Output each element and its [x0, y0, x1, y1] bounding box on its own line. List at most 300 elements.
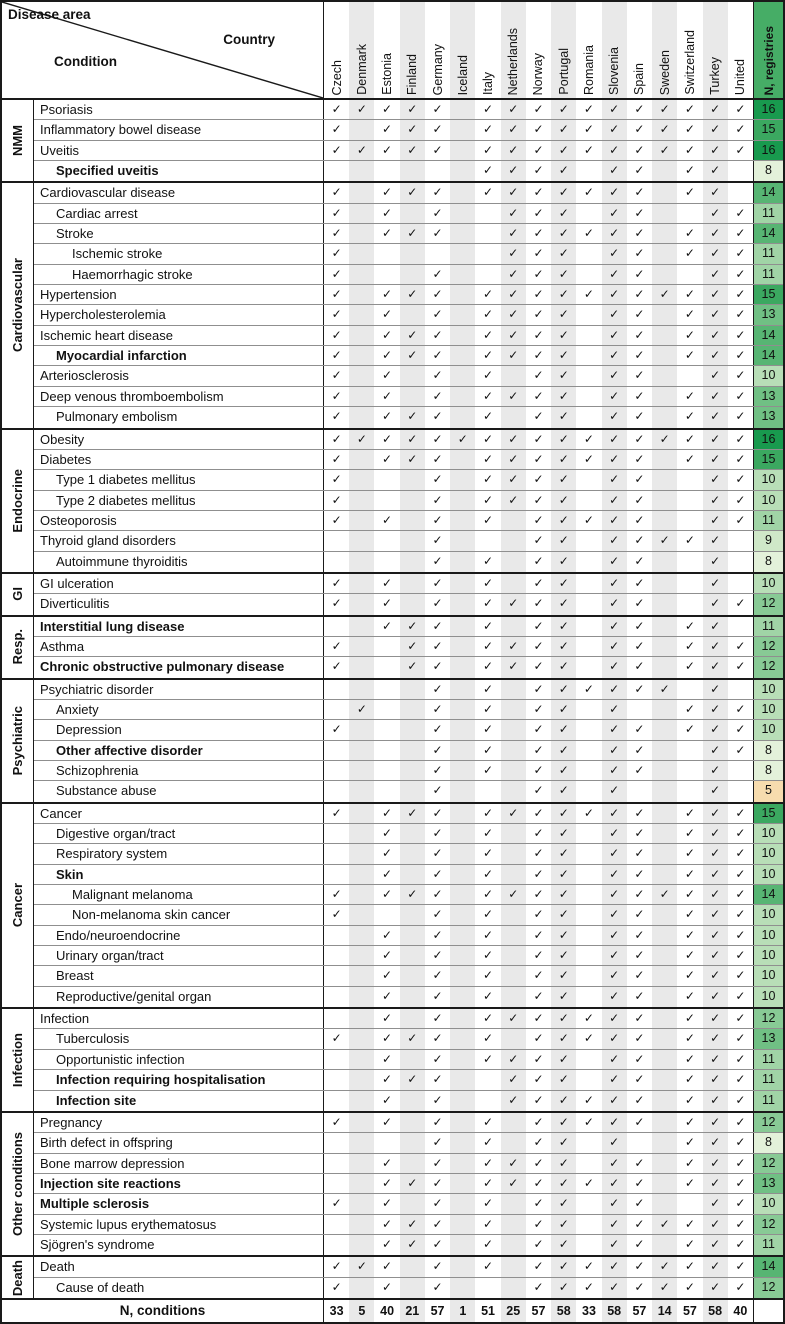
country-header	[627, 2, 652, 98]
check-cell	[501, 1029, 526, 1048]
check-cell: ✓	[634, 1175, 645, 1190]
check-cell: ✓	[482, 451, 494, 466]
check-cell: ✓	[684, 307, 695, 322]
check-cell: ✓	[602, 470, 627, 489]
check-cell: ✓	[703, 844, 728, 863]
check-cell	[400, 161, 425, 181]
check-cell: ✓	[551, 346, 576, 365]
n-registries-cell: 15	[753, 285, 783, 304]
check-cell	[475, 224, 500, 243]
check-cell: ✓	[684, 533, 695, 548]
check-cell	[652, 224, 677, 243]
check-cell: ✓	[331, 907, 342, 922]
check-cell: ✓	[703, 1215, 728, 1234]
condition-label: Pulmonary embolism	[34, 407, 324, 427]
check-cell: ✓	[634, 409, 645, 424]
check-cell: ✓	[602, 946, 627, 965]
check-cell	[324, 781, 349, 801]
check-cell	[501, 720, 526, 739]
check-cell	[501, 844, 526, 863]
check-cell: ✓	[501, 326, 526, 345]
check-cell: ✓	[533, 826, 544, 841]
check-cell	[349, 741, 374, 760]
check-cell: ✓	[703, 741, 728, 760]
check-cell: ✓	[684, 431, 695, 446]
n-registries-cell: 10	[753, 680, 783, 699]
check-cell: ✓	[501, 594, 526, 614]
check-cell: ✓	[400, 617, 425, 636]
check-cell: ✓	[652, 120, 677, 139]
check-cell: ✓	[735, 846, 746, 861]
check-cell: ✓	[684, 1114, 695, 1129]
check-cell: ✓	[331, 327, 342, 342]
check-cell: ✓	[482, 927, 494, 942]
check-cell: ✓	[703, 531, 728, 550]
table-row	[34, 987, 783, 1007]
check-cell	[324, 1133, 349, 1152]
condition-label: Endo/neuroendocrine	[34, 926, 324, 945]
condition-label: Other affective disorder	[34, 741, 324, 760]
check-cell: ✓	[602, 1091, 627, 1111]
n-conditions-total: 33	[582, 1303, 596, 1318]
check-cell	[576, 1194, 601, 1213]
n-registries-cell: 8	[753, 1133, 783, 1152]
check-cell: ✓	[482, 638, 494, 653]
check-cell	[324, 1235, 349, 1255]
check-cell: ✓	[634, 205, 645, 220]
check-cell	[374, 531, 399, 550]
n-registries-cell: 12	[753, 657, 783, 677]
check-cell: ✓	[501, 450, 526, 469]
check-cell	[349, 1133, 374, 1152]
check-cell	[475, 265, 500, 284]
check-cell: ✓	[634, 388, 645, 403]
check-cell	[349, 617, 374, 636]
check-cell: ✓	[684, 287, 695, 302]
n-registries-cell: 12	[753, 1009, 783, 1028]
check-cell: ✓	[533, 701, 544, 716]
check-cell: ✓	[634, 142, 645, 157]
check-cell: ✓	[432, 553, 443, 568]
check-cell: ✓	[382, 1279, 393, 1294]
check-cell: ✓	[432, 742, 443, 757]
check-cell: ✓	[735, 512, 746, 527]
n-registries-cell: 13	[753, 305, 783, 324]
country-header	[349, 2, 374, 98]
check-cell	[349, 531, 374, 550]
check-cell	[652, 470, 677, 489]
check-cell: ✓	[583, 681, 594, 696]
check-cell: ✓	[400, 1215, 425, 1234]
check-cell	[425, 244, 450, 263]
country-header	[677, 2, 702, 98]
table-row	[34, 470, 783, 490]
check-cell: ✓	[583, 287, 594, 302]
n-registries-cell: 10	[753, 470, 783, 489]
check-cell: ✓	[551, 865, 576, 884]
table-row	[34, 885, 783, 905]
check-cell	[349, 1174, 374, 1193]
check-cell: ✓	[382, 846, 393, 861]
disease-area-cell	[2, 574, 34, 615]
check-cell: ✓	[602, 966, 627, 985]
check-cell: ✓	[551, 224, 576, 243]
check-cell	[501, 552, 526, 572]
check-cell	[324, 946, 349, 965]
check-cell	[652, 844, 677, 863]
n-registries-cell: 11	[753, 204, 783, 223]
check-cell: ✓	[533, 1236, 544, 1251]
n-registries-cell: 11	[753, 244, 783, 263]
check-cell: ✓	[551, 1029, 576, 1048]
check-cell: ✓	[684, 1236, 695, 1251]
check-cell: ✓	[583, 1279, 594, 1294]
check-cell: ✓	[432, 142, 443, 157]
check-cell: ✓	[382, 1031, 393, 1046]
check-cell: ✓	[533, 512, 544, 527]
check-cell: ✓	[602, 346, 627, 365]
table-row	[34, 346, 783, 366]
check-cell: ✓	[551, 824, 576, 843]
check-cell: ✓	[602, 804, 627, 823]
check-cell: ✓	[432, 681, 443, 696]
check-cell	[501, 905, 526, 924]
check-cell: ✓	[602, 366, 627, 385]
n-registries-cell: 10	[753, 905, 783, 924]
check-cell: ✓	[583, 805, 594, 820]
check-cell	[652, 905, 677, 924]
check-cell: ✓	[602, 1257, 627, 1276]
check-cell: ✓	[602, 1070, 627, 1089]
condition-label: Type 2 diabetes mellitus	[34, 491, 324, 510]
check-cell	[324, 865, 349, 884]
country-header	[703, 2, 728, 98]
n-conditions-total: 57	[531, 1303, 546, 1318]
check-cell: ✓	[602, 552, 627, 572]
n-conditions-total: 58	[551, 1300, 576, 1322]
condition-label: Chronic obstructive pulmonary disease	[34, 657, 324, 677]
check-cell	[374, 761, 399, 780]
check-cell: ✓	[551, 844, 576, 863]
check-cell	[324, 680, 349, 699]
check-cell: ✓	[382, 866, 393, 881]
check-cell: ✓	[533, 948, 544, 963]
check-cell: ✓	[482, 805, 494, 820]
condition-label: Opportunistic infection	[34, 1050, 324, 1069]
check-cell: ✓	[432, 512, 443, 527]
check-cell: ✓	[501, 183, 526, 202]
check-cell: ✓	[482, 472, 494, 487]
n-registries-cell: 14	[753, 183, 783, 202]
check-cell	[652, 741, 677, 760]
check-cell: ✓	[382, 409, 393, 424]
condition-label: Infection site	[34, 1091, 324, 1111]
check-cell	[400, 987, 425, 1007]
disease-area-cell	[2, 1009, 34, 1111]
check-cell	[400, 204, 425, 223]
check-cell: ✓	[602, 285, 627, 304]
table-row	[34, 326, 783, 346]
check-cell: ✓	[533, 988, 544, 1003]
check-cell	[652, 1235, 677, 1255]
check-cell	[349, 346, 374, 365]
check-cell	[450, 120, 475, 139]
table-row	[34, 204, 783, 224]
check-cell	[652, 700, 677, 719]
table-row	[34, 657, 783, 677]
check-cell: ✓	[331, 205, 342, 220]
table-row	[34, 100, 783, 120]
check-cell: ✓	[382, 102, 393, 116]
check-cell: ✓	[533, 1279, 544, 1294]
check-cell: ✓	[533, 1092, 544, 1107]
check-cell: ✓	[634, 826, 645, 841]
n-registries-cell: 12	[753, 594, 783, 614]
check-cell: ✓	[482, 102, 494, 116]
check-cell	[576, 617, 601, 636]
check-cell	[576, 346, 601, 365]
check-cell: ✓	[551, 926, 576, 945]
check-cell: ✓	[634, 307, 645, 322]
check-cell: ✓	[382, 307, 393, 322]
check-cell: ✓	[533, 472, 544, 487]
condition-label: Substance abuse	[34, 781, 324, 801]
check-cell: ✓	[602, 1174, 627, 1193]
check-cell: ✓	[602, 450, 627, 469]
country-header-label: Iceland	[455, 54, 470, 95]
check-cell: ✓	[703, 804, 728, 823]
check-cell: ✓	[703, 637, 728, 656]
check-cell: ✓	[634, 1114, 645, 1129]
check-cell: ✓	[634, 512, 645, 527]
check-cell: ✓	[432, 1135, 443, 1150]
check-cell: ✓	[602, 141, 627, 160]
check-cell: ✓	[602, 491, 627, 510]
check-cell: ✓	[684, 226, 695, 241]
check-cell: ✓	[634, 472, 645, 487]
check-cell	[349, 594, 374, 614]
check-cell	[501, 1215, 526, 1234]
check-cell: ✓	[602, 680, 627, 699]
table-row	[34, 1113, 783, 1133]
check-cell: ✓	[735, 226, 746, 241]
check-cell	[576, 244, 601, 263]
n-registries-cell: 14	[753, 224, 783, 243]
check-cell	[450, 946, 475, 965]
check-cell: ✓	[432, 1155, 443, 1170]
n-registries-cell: 14	[753, 1257, 783, 1276]
check-cell	[501, 407, 526, 427]
check-cell	[400, 1009, 425, 1028]
check-cell: ✓	[331, 451, 342, 466]
check-cell	[576, 594, 601, 614]
check-cell	[576, 1050, 601, 1069]
check-cell	[324, 1154, 349, 1173]
check-cell: ✓	[533, 907, 544, 922]
check-cell	[400, 865, 425, 884]
check-cell: ✓	[634, 1155, 645, 1170]
check-cell: ✓	[551, 617, 576, 636]
check-cell	[374, 491, 399, 510]
table-row	[34, 224, 783, 244]
check-cell: ✓	[331, 1114, 342, 1129]
table-row	[34, 1278, 783, 1298]
check-cell: ✓	[735, 1216, 746, 1231]
check-cell: ✓	[533, 659, 544, 674]
check-cell	[324, 552, 349, 572]
check-cell	[349, 491, 374, 510]
check-cell	[652, 637, 677, 656]
check-cell	[677, 491, 702, 510]
condition-label: Reproductive/genital organ	[34, 987, 324, 1007]
n-registries-cell: 15	[753, 804, 783, 823]
check-cell: ✓	[735, 327, 746, 342]
check-cell: ✓	[533, 226, 544, 241]
check-cell	[450, 1154, 475, 1173]
check-cell: ✓	[703, 511, 728, 530]
check-cell: ✓	[432, 1259, 443, 1274]
disease-area-label: Death	[10, 1259, 25, 1296]
check-cell: ✓	[602, 1154, 627, 1173]
check-cell	[349, 966, 374, 985]
check-cell	[576, 1154, 601, 1173]
check-cell: ✓	[482, 142, 494, 157]
n-registries-cell: 10	[753, 844, 783, 863]
check-cell	[677, 680, 702, 699]
check-cell: ✓	[634, 618, 645, 633]
check-cell: ✓	[703, 1194, 728, 1213]
check-cell	[349, 1009, 374, 1028]
disease-area-label: Psychiatric	[10, 705, 25, 776]
check-cell: ✓	[634, 1236, 645, 1251]
check-cell	[501, 781, 526, 801]
check-cell: ✓	[551, 387, 576, 406]
check-cell	[501, 511, 526, 530]
check-cell	[400, 1278, 425, 1298]
check-cell	[349, 1091, 374, 1111]
check-cell	[349, 1278, 374, 1298]
check-cell: ✓	[501, 657, 526, 677]
n-conditions-total: 40	[733, 1303, 748, 1318]
check-cell	[576, 552, 601, 572]
check-cell: ✓	[331, 122, 342, 137]
check-cell: ✓	[684, 988, 695, 1003]
check-cell	[349, 987, 374, 1007]
check-cell: ✓	[331, 492, 342, 507]
check-cell: ✓	[551, 1235, 576, 1255]
check-cell: ✓	[551, 781, 576, 801]
check-cell	[400, 926, 425, 945]
check-cell: ✓	[482, 307, 494, 322]
check-cell: ✓	[684, 927, 695, 942]
check-cell: ✓	[400, 100, 425, 119]
check-cell	[627, 1133, 652, 1152]
check-cell: ✓	[551, 741, 576, 760]
n-registries-cell: 8	[753, 761, 783, 780]
check-cell: ✓	[533, 287, 544, 302]
check-cell	[501, 761, 526, 780]
check-cell: ✓	[533, 388, 544, 403]
check-cell: ✓	[602, 844, 627, 863]
country-header-title: Country	[223, 32, 275, 47]
check-cell: ✓	[551, 1113, 576, 1132]
check-cell	[349, 183, 374, 202]
check-cell	[450, 100, 475, 119]
check-cell: ✓	[652, 885, 677, 904]
check-cell: ✓	[432, 575, 443, 590]
n-registries-cell: 13	[753, 1029, 783, 1048]
check-cell	[652, 1194, 677, 1213]
check-cell: ✓	[652, 285, 677, 304]
check-cell: ✓	[551, 1278, 576, 1298]
check-cell	[728, 680, 753, 699]
check-cell: ✓	[331, 431, 342, 446]
check-cell: ✓	[432, 431, 443, 446]
check-cell: ✓	[634, 887, 645, 902]
check-cell	[374, 700, 399, 719]
check-cell	[425, 161, 450, 181]
check-cell: ✓	[482, 887, 494, 902]
table-row	[34, 1029, 783, 1049]
check-cell: ✓	[551, 1070, 576, 1089]
condition-label: Hypercholesterolemia	[34, 305, 324, 324]
check-cell: ✓	[551, 161, 576, 181]
check-cell	[450, 491, 475, 510]
check-cell: ✓	[551, 700, 576, 719]
n-registries-cell: 13	[753, 407, 783, 427]
check-cell	[349, 657, 374, 677]
check-cell	[349, 844, 374, 863]
check-cell: ✓	[703, 183, 728, 202]
table-row	[34, 680, 783, 700]
table-row	[34, 450, 783, 470]
condition-label: Autoimmune thyroiditis	[34, 552, 324, 572]
check-cell: ✓	[634, 988, 645, 1003]
check-cell: ✓	[482, 1155, 494, 1170]
condition-label: Obesity	[34, 430, 324, 449]
check-cell: ✓	[382, 618, 393, 633]
check-cell: ✓	[634, 163, 645, 178]
check-cell: ✓	[703, 120, 728, 139]
check-cell: ✓	[533, 1031, 544, 1046]
check-cell: ✓	[533, 866, 544, 881]
table-footer	[2, 1298, 783, 1322]
check-cell: ✓	[533, 533, 544, 548]
check-cell: ✓	[735, 1072, 746, 1087]
check-cell: ✓	[432, 492, 443, 507]
check-cell: ✓	[703, 657, 728, 677]
check-cell: ✓	[482, 1259, 494, 1274]
check-cell: ✓	[331, 638, 342, 653]
check-cell	[652, 594, 677, 614]
check-cell: ✓	[583, 1114, 594, 1129]
check-cell	[400, 594, 425, 614]
check-cell: ✓	[634, 1011, 645, 1026]
check-cell: ✓	[551, 120, 576, 139]
check-cell: ✓	[482, 763, 494, 777]
country-header-label: Denmark	[354, 44, 369, 95]
check-cell: ✓	[684, 1216, 695, 1231]
check-cell: ✓	[551, 594, 576, 614]
check-cell	[450, 987, 475, 1007]
check-cell: ✓	[482, 866, 494, 881]
check-cell: ✓	[482, 722, 494, 737]
check-cell: ✓	[634, 907, 645, 922]
check-cell: ✓	[482, 948, 494, 963]
check-cell: ✓	[703, 224, 728, 243]
check-cell: ✓	[703, 865, 728, 884]
check-cell	[501, 824, 526, 843]
